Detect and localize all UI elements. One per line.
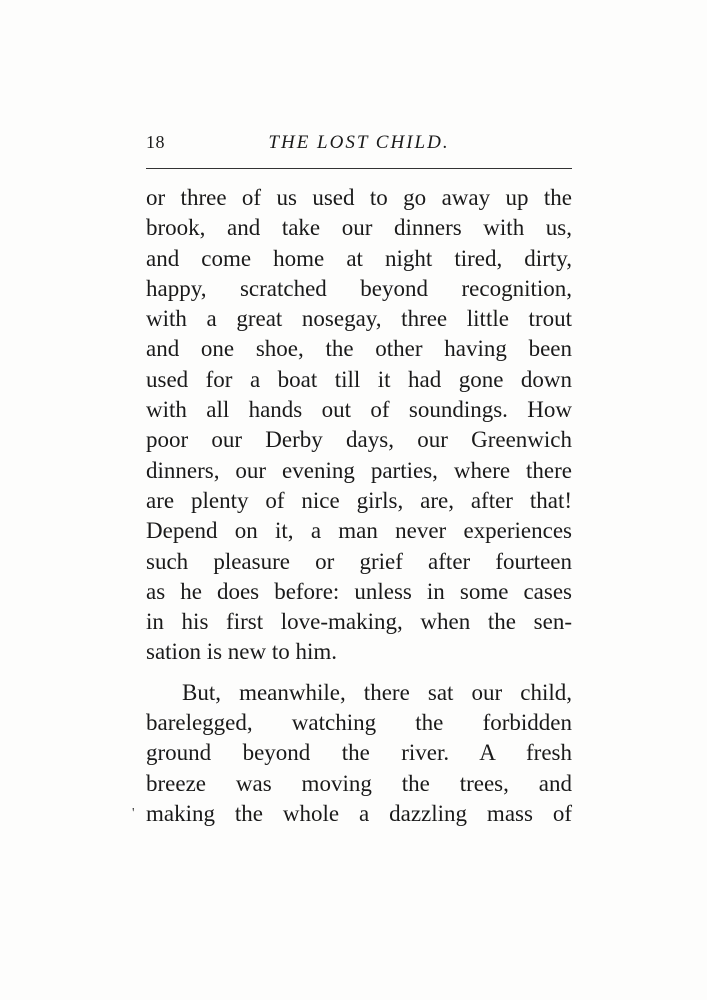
text-line: making the whole a dazzling mass of [146,800,572,826]
page-header [146,132,572,158]
running-title: THE LOST CHILD. [268,132,450,153]
stray-ink-mark: ' [132,806,135,821]
text-line: in his first love-making, when the sen- [146,609,572,635]
text-line: ground beyond the river. A fresh [146,740,572,766]
text-line: with all hands out of soundings. How [146,397,572,423]
text-line: and come home at night tired, dirty, [146,245,572,271]
text-line: sation is new to him. [146,639,338,665]
body-text [146,183,572,829]
text-line: as he does before: unless in some cases [146,578,572,604]
header-rule [146,168,572,169]
text-line: or three of us used to go away up the [146,185,572,210]
text-line: But, meanwhile, there sat our child, [182,679,572,705]
text-line: barelegged, watching the forbidden [146,710,572,736]
text-line: happy, scratched beyond recognition, [146,275,572,301]
text-line: used for a boat till it had gone down [146,366,572,392]
text-line: breeze was moving the trees, and [146,770,572,796]
text-line: such pleasure or grief after fourteen [146,548,572,574]
text-line: brook, and take our dinners with us, [146,215,572,241]
text-line: with a great nosegay, three little trout [146,306,572,332]
text-line: dinners, our evening parties, where there [146,457,572,483]
paragraph [146,678,572,829]
text-line: and one shoe, the other having been [146,336,572,362]
paragraph-gap [146,668,572,678]
text-line: are plenty of nice girls, are, after that! [146,487,572,513]
page-number: 18 [146,132,165,152]
text-line: Depend on it, a man never experiences [146,518,572,544]
paragraph [146,183,572,668]
text-line: poor our Derby days, our Greenwich [146,427,572,453]
